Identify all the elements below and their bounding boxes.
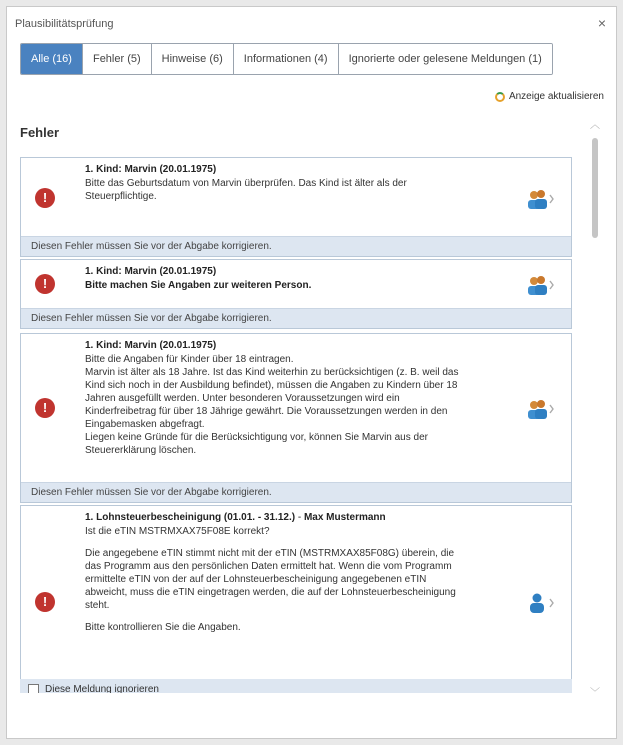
message-line: Bitte kontrollieren Sie die Angaben. — [85, 622, 241, 633]
message-line: Steuererklärung löschen. — [85, 445, 197, 456]
persons-icon[interactable] — [525, 188, 555, 210]
message-line: Bitte machen Sie Angaben zur weiteren Person. — [85, 280, 312, 291]
heading-name: Max Mustermann — [303, 512, 386, 523]
message-line: Kinderfreibetrag für über 18 Jährige gewährt. Die Voraussetzungen werden in den — [85, 406, 448, 417]
ignore-label: Diese Meldung ignorieren — [45, 683, 159, 693]
error-icon: ! — [35, 398, 55, 418]
message-card — [20, 333, 572, 503]
message-line: Ist die eTIN MSTRMXAX75F08E korrekt? — [85, 526, 270, 537]
error-icon: ! — [35, 188, 55, 208]
tab-information[interactable]: Informationen (4) — [233, 44, 338, 74]
message-line: Die angegebene eTIN stimmt nicht mit der eTIN (MSTRMXAX85F08G) überein, die — [85, 548, 455, 559]
persons-icon[interactable] — [525, 274, 555, 296]
vertical-scrollbar[interactable] — [589, 120, 601, 700]
tab-errors[interactable]: Fehler (5) — [82, 44, 151, 74]
heading-separator: - — [295, 512, 304, 523]
message-line: Kind sich noch in der Ausbildung befindet), müssen die Angaben zu Kindern über 18 — [85, 380, 458, 391]
message-line: abweicht, muss die eTIN eingetragen werden, die auf der Lohnsteuerbescheinigung — [85, 587, 456, 598]
title-bar — [7, 7, 616, 41]
message-card — [20, 259, 572, 329]
message-line: Liegen keine Gründe für die Berücksichtigung vor, können Sie Marvin aus der — [85, 432, 428, 443]
message-heading: 1. Kind: Marvin (20.01.1975) — [85, 266, 217, 277]
message-line: Marvin ist älter als 18 Jahre. Ist das Kind weiterhin zu berücksichtigen (z. B. weil das — [85, 367, 459, 378]
message-card — [20, 505, 572, 693]
scroll-thumb[interactable] — [592, 138, 598, 238]
error-icon: ! — [35, 592, 55, 612]
message-footer: Diesen Fehler müssen Sie vor der Abgabe korrigieren. — [21, 308, 571, 328]
message-line: ermittelte eTIN von der auf der Lohnsteuerbescheinigung angegebenen eTIN — [85, 574, 427, 585]
person-icon[interactable] — [525, 592, 555, 614]
message-line: Eingabemasken abgefragt. — [85, 419, 205, 430]
scroll-up-icon[interactable]: ︿ — [590, 120, 600, 131]
message-line: Steuerpflichtige. — [85, 191, 157, 202]
message-heading: 1. Kind: Marvin (20.01.1975) — [85, 340, 217, 351]
message-footer: Diesen Fehler müssen Sie vor der Abgabe korrigieren. — [21, 236, 571, 256]
close-icon[interactable]: × — [597, 15, 606, 31]
tab-all[interactable]: Alle (16) — [21, 44, 82, 74]
refresh-button[interactable] — [495, 91, 604, 102]
persons-icon[interactable] — [525, 398, 555, 420]
messages-list — [20, 149, 572, 693]
message-line: steht. — [85, 600, 110, 611]
message-line: Jahren ausgefüllt werden. Unter besonderen Voraussetzungen wird ein — [85, 393, 400, 404]
ignore-checkbox[interactable] — [28, 684, 39, 694]
message-heading — [85, 512, 511, 523]
plausibility-dialog — [6, 6, 617, 739]
tab-hints[interactable]: Hinweise (6) — [151, 44, 233, 74]
filter-tabs — [20, 43, 553, 75]
message-card — [20, 157, 572, 257]
message-line: das Programm aus den persönlichen Daten ermittelt hat. Wenn die vom Programm — [85, 561, 452, 572]
window-title: Plausibilitätsprüfung — [15, 18, 114, 30]
tab-ignored[interactable]: Ignorierte oder gelesene Meldungen (1) — [338, 44, 552, 74]
section-title: Fehler — [20, 125, 60, 140]
heading-bold: 1. Lohnsteuerbescheinigung (01.01. - 31.12.) — [85, 512, 296, 523]
scroll-down-icon[interactable]: ﹀ — [590, 688, 600, 699]
refresh-label: Anzeige aktualisieren — [508, 91, 604, 102]
message-heading: 1. Kind: Marvin (20.01.1975) — [85, 164, 217, 175]
message-line: Bitte die Angaben für Kinder über 18 eintragen. — [85, 354, 294, 365]
message-line: Bitte das Geburtsdatum von Marvin überprüfen. Das Kind ist älter als der — [85, 178, 407, 189]
ignore-message-row[interactable] — [20, 679, 572, 693]
error-icon: ! — [35, 274, 55, 294]
message-footer: Diesen Fehler müssen Sie vor der Abgabe korrigieren. — [21, 482, 571, 502]
refresh-icon — [495, 92, 505, 102]
